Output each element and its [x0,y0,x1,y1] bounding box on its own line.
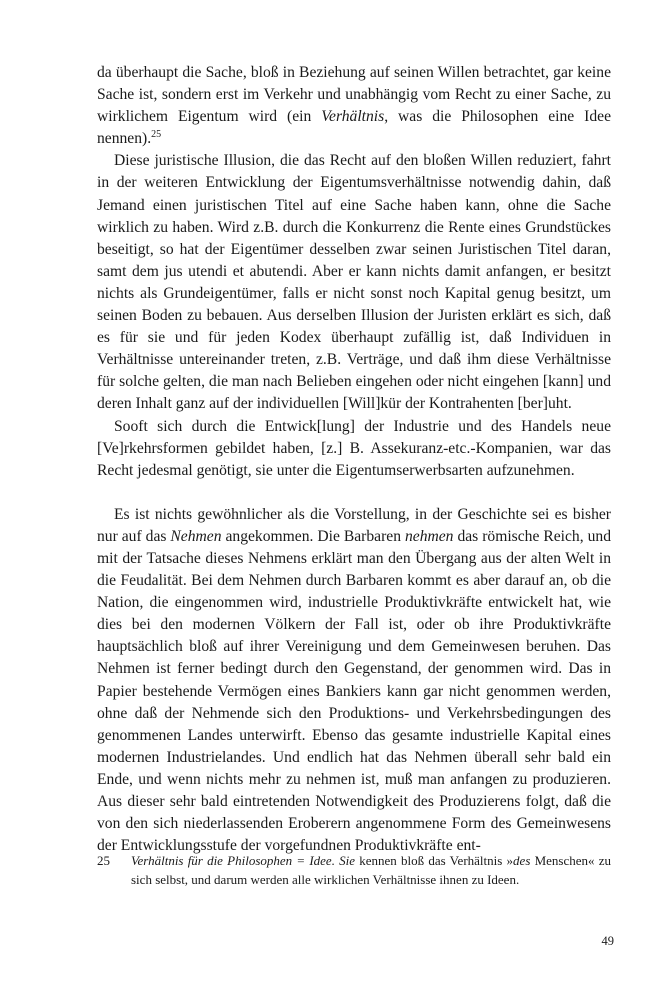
footnote-number: 25 [97,853,110,868]
text-run: angekommen. Die Barbaren [221,527,405,545]
italic-text: des [513,853,531,868]
text-run: Sooft sich durch die Entwick[lung] der Industrie und des Handels neue [Ve]rkehrsformen gebildet haben, [z.] B. Assekuranz-etc.-Kompanien, war das Recht jedesmal genötigt, sie unter die Eigentumserwerbsarten aufzunehmen. [97,417,611,479]
text-run: Menschen« zu sich selbst, und darum werden alle wirklichen Verhältnisse ihnen zu Ideen. [131,853,612,887]
text-run: da überhaupt die Sache, bloß in Beziehung auf seinen Willen betrachtet, gar keine Sache ist, sondern erst im Verkehr und unabhängig vom Recht zu einer Sache, zu wirklichem Eigentum wird (ein [97,64,611,126]
text-run: Es ist nichts gewöhnlicher als die Vorstellung, in der Geschichte sei es bisher nur auf das [97,505,611,545]
footnote-text [131,852,611,889]
paragraph-3 [97,416,611,482]
paragraph-4 [97,504,611,858]
text-run: , was die Philosophen eine Idee nennen). [97,108,611,148]
body-text [97,62,611,857]
paragraph-1 [97,62,611,150]
italic-text: Nehmen [170,527,222,545]
section-gap [97,482,611,504]
text-run: Diese juristische Illusion, die das Recht auf den bloßen Willen reduziert, fahrt in der weiteren Entwicklung der Eigentumsverhältnisse notwendig dahin, daß Jemand einen juristischen Titel auf eine Sache haben kann, ohne die Sache wirklich zu haben. Wird z.B. durch die Konkurrenz die Rente eines Grundstückes beseitigt, so hat der Eigentümer desselben zwar seinen Juristischen Titel daran, samt dem jus utendi et abutendi. Aber er kann nichts damit anfangen, er besitzt nichts als Grundeigentümer, falls er nicht sonst noch Kapital genug besitzt, um seinen Boden zu bebauen. Aus derselben Illusion der Juristen erklärt es sich, daß es für sie und für jeden Kodex überhaupt zufällig ist, daß Individuen in Verhältnisse untereinander treten, z.B. Verträge, und daß ihm diese Verhältnisse für solche gelten, die man nach Belieben eingehen oder nicht eingehen [kann] und deren Inhalt ganz auf der individuellen [Will]kür der Kontrahenten [ber]uht. [97,152,611,413]
footnote-reference: 25 [151,129,162,141]
italic-text: Verhältnis für die Philosophen = Idee. Sie [131,853,356,868]
page-number: 49 [601,934,614,948]
text-run: kennen bloß das Verhältnis » [355,853,514,868]
italic-text: nehmen [404,527,454,545]
text-run: das römische Reich, und mit der Tatsache dieses Nehmens erklärt man den Übergang aus der alten Welt in die Feudalität. Bei dem Nehmen durch Barbaren kommt es aber darauf an, ob die Nation, die eingenommen wird, industrielle Produktivkräfte entwickelt hat, wie dies bei den modernen Völkern der Fall ist, oder ob ihre Produktivkräfte hauptsächlich bloß auf ihrer Vereinigung und dem Gemeinwesen beruhen. Das Nehmen ist ferner bedingt durch den Gegenstand, der genommen wird. Das in Papier bestehende Vermögen eines Bankiers kann gar nicht genommen werden, ohne daß der Nehmende sich den Produktions- und Verkehrsbedingungen des genommenen Landes unterwirft. Ebenso das gesamte industrielle Kapital eines modernen Industrielandes. Und endlich hat das Nehmen überall sehr bald ein Ende, und wenn nichts mehr zu nehmen ist, muß man anfangen zu produzieren. Aus dieser sehr bald eintretenden Notwendigkeit des Produzierens folgt, daß die von den sich niederlassenden Eroberern angenommene Form des Gemeinwesens der Entwicklungsstufe der vorgefundnen Produktivkräfte ent- [97,527,611,855]
italic-text: Verhältnis [321,108,385,126]
footnote [97,852,611,889]
paragraph-2 [97,150,611,415]
